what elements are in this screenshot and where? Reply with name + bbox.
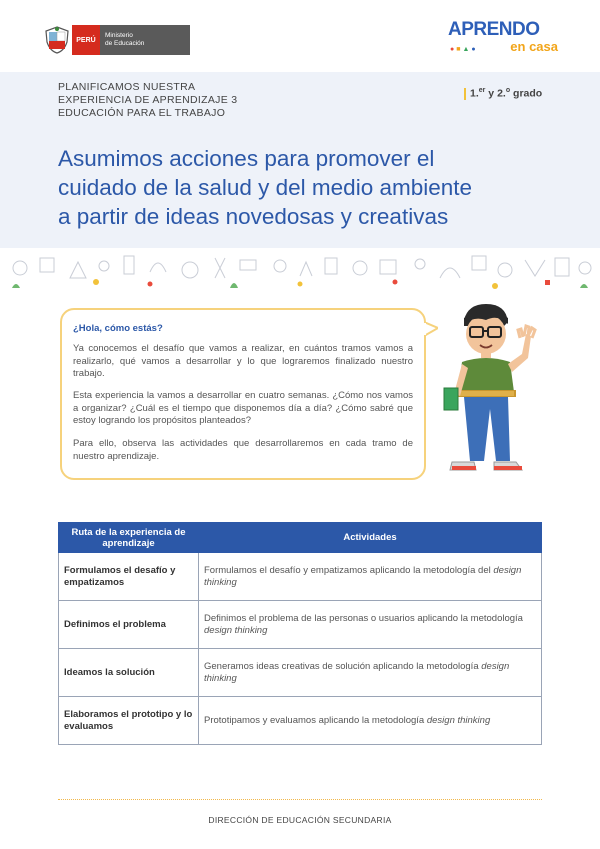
learning-route-table — [58, 522, 542, 745]
activity-description: Generamos ideas creativas de solución aplicando la metodología design thinking — [199, 649, 542, 697]
table-row — [59, 553, 542, 601]
route-step: Definimos el problema — [59, 601, 199, 649]
program-name: APRENDO — [448, 19, 540, 40]
ministry-name: Ministerio de Educación — [100, 25, 190, 55]
logo-shapes-icon: ●■▲● — [450, 46, 478, 53]
greeting: ¿Hola, cómo estás? — [73, 323, 163, 334]
route-step: Formulamos el desafío y empatizamos — [59, 553, 199, 601]
bubble-paragraph: Para ello, observa las actividades que desarrollaremos en cada tramo de nuestro aprendizaje. — [73, 438, 413, 462]
table-header-row — [59, 523, 542, 553]
student-character-illustration — [440, 300, 540, 476]
ministry-country: PERÚ — [72, 25, 100, 55]
aprendo-en-casa-logo — [448, 20, 560, 60]
experience-label: PLANIFICAMOS NUESTRA EXPERIENCIA DE APRENDIZAJE 3 EDUCACIÓN PARA EL TRABAJO — [58, 81, 238, 119]
page-title: Asumimos acciones para promover el cuidado de la salud y del medio ambiente a partir de ideas novedosas y creativas — [58, 146, 473, 229]
table-row — [59, 601, 542, 649]
footer-text: DIRECCIÓN DE EDUCACIÓN SECUNDARIA — [208, 815, 392, 825]
activity-description: Prototipamos y evaluamos aplicando la metodología design thinking — [199, 697, 542, 745]
activity-description: Formulamos el desafío y empatizamos aplicando la metodología del design thinking — [199, 553, 542, 601]
top-bar — [0, 0, 600, 72]
col-activities-header: Actividades — [199, 523, 542, 553]
ministry-logo — [72, 25, 190, 55]
speech-bubble — [60, 308, 426, 480]
bubble-paragraph: Ya conocemos el desafío que vamos a realizar, en cuántos tramos vamos a realizarlo, qué vamos a desarrollar y lo que lograremos finalizado nuestro trabajo. — [73, 343, 413, 380]
coat-of-arms-icon — [44, 26, 70, 54]
grade-divider — [464, 88, 466, 100]
route-step: Ideamos la solución — [59, 649, 199, 697]
program-subname: en casa — [510, 39, 558, 54]
grade-label: 1.$^{er}$ y 2.$^o$ grado — [464, 87, 542, 100]
table-row — [59, 649, 542, 697]
col-route-header: Ruta de la experiencia de aprendizaje — [59, 523, 199, 553]
bubble-tail — [424, 322, 438, 338]
table-row — [59, 697, 542, 745]
footer-divider — [58, 799, 542, 800]
decorative-icons-pattern — [0, 248, 600, 294]
activity-description: Definimos el problema de las personas o usuarios aplicando la metodología design thinking — [199, 601, 542, 649]
route-step: Elaboramos el prototipo y lo evaluamos — [59, 697, 199, 745]
bubble-paragraph: Esta experiencia la vamos a desarrollar en cuatro semanas. ¿Cómo nos vamos a organizar? ¿Cuál es el tiempo que disponemos día a día? ¿Cómo sabré que estoy logrando los propósitos planteados? — [73, 390, 413, 427]
